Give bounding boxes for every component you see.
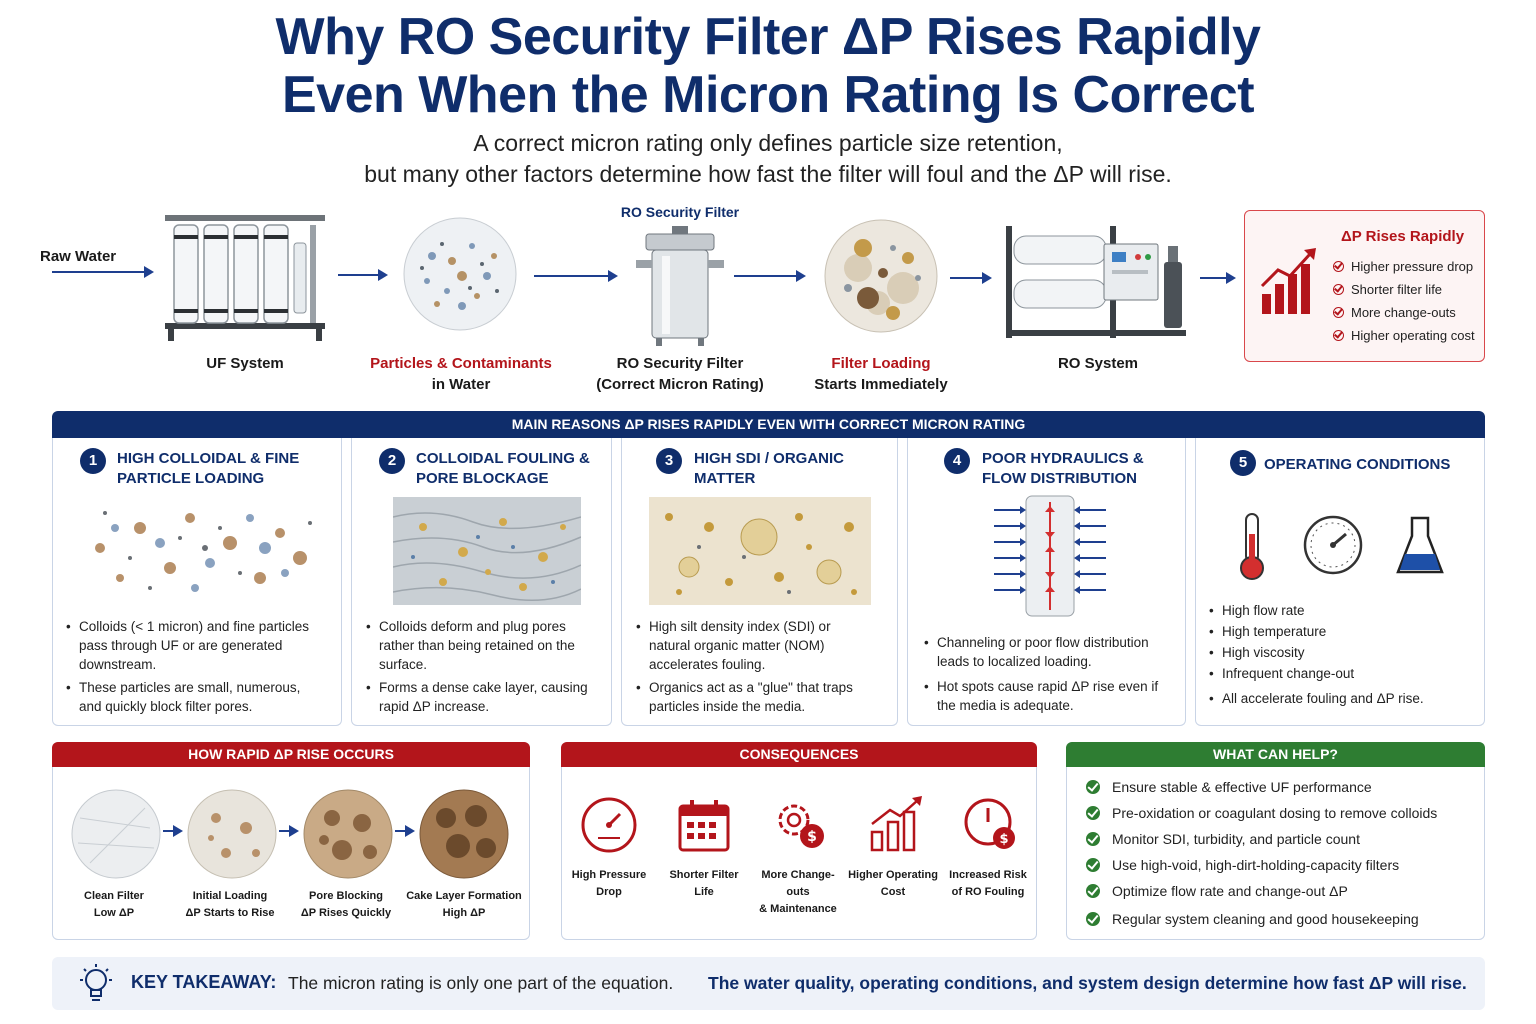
stage-arrow xyxy=(395,830,413,832)
reason-bullet: • High flow rate xyxy=(1209,601,1469,620)
subtitle xyxy=(0,128,1536,190)
flask-icon xyxy=(1394,514,1446,578)
reason-bullet: • Channeling or poor flow distribution leads to localized loading. xyxy=(924,633,1179,671)
title-line-1: Why RO Security Filter ΔP Rises Rapidly xyxy=(275,8,1261,66)
subtitle-line-1: A correct micron rating only defines particle size retention, xyxy=(473,130,1063,156)
how-header: HOW RAPID ΔP RISE OCCURS xyxy=(52,742,530,767)
help-item: Pre-oxidation or coagulant dosing to remove colloids xyxy=(1086,804,1437,821)
cake-layer-illustration xyxy=(418,788,510,880)
gauge-icon xyxy=(1302,514,1364,576)
reason-bullet: • Forms a dense cake layer, causing rapid ΔP increase. xyxy=(366,678,606,716)
raw-water-label: Raw Water xyxy=(40,248,117,265)
consequences-header: CONSEQUENCES xyxy=(561,742,1037,767)
reason-number: 4 xyxy=(944,448,970,474)
check-icon xyxy=(1333,330,1344,341)
flow-arrow xyxy=(734,275,804,277)
check-icon xyxy=(1086,832,1100,846)
fine-particles-illustration xyxy=(80,498,314,598)
title-line-2: Even When the Micron Rating Is Correct xyxy=(281,66,1255,124)
takeaway-emphasis: The water quality, operating conditions, and system design determine how fast ΔP will rise. xyxy=(708,973,1467,993)
stage-label: Pore Blocking ΔP Rises Quickly xyxy=(300,890,392,919)
help-item: Regular system cleaning and good housekeeping xyxy=(1086,910,1419,927)
reason-number: 1 xyxy=(80,448,106,474)
flow-arrow xyxy=(534,275,616,277)
reason-bullet: • High silt density index (SDI) or natural organic matter (NOM) accelerates fouling. xyxy=(636,617,891,674)
reason-bullet: • Colloids (< 1 micron) and fine particles pass through UF or are generated downstream. xyxy=(66,617,336,674)
filter-loading-illustration xyxy=(823,218,939,334)
help-header: WHAT CAN HELP? xyxy=(1066,742,1485,767)
check-icon xyxy=(1086,884,1100,898)
check-icon xyxy=(1086,780,1100,794)
pore-blockage-illustration xyxy=(393,497,581,605)
organic-matter-illustration xyxy=(649,497,871,605)
reason-bullet: • Infrequent change-out xyxy=(1209,664,1469,683)
reason-bullet: • Organics act as a "glue" that traps particles inside the media. xyxy=(636,678,891,716)
flow-distribution-illustration xyxy=(990,492,1110,622)
alert-item: More change-outs xyxy=(1333,305,1456,320)
svg-text:$: $ xyxy=(807,829,817,845)
alert-item: Higher pressure drop xyxy=(1333,259,1473,274)
consequence-label: Increased Risk of RO Fouling xyxy=(949,869,1027,898)
reason-bullet: • These particles are small, numerous, and quickly block filter pores. xyxy=(66,678,336,716)
flow-arrow xyxy=(950,277,990,279)
flow-arrow xyxy=(52,271,152,273)
particles-label-line-1: Particles & Contaminants xyxy=(370,355,552,372)
reason-title: POOR HYDRAULICS & FLOW DISTRIBUTION xyxy=(982,450,1144,487)
clean-filter-illustration xyxy=(70,788,162,880)
pore-blocking-illustration xyxy=(302,788,394,880)
takeaway-label: KEY TAKEAWAY: xyxy=(131,972,277,992)
help-item: Use high-void, high-dirt-holding-capacity filters xyxy=(1086,856,1399,873)
stage-label: Cake Layer Formation High ΔP xyxy=(406,890,522,919)
check-icon xyxy=(1333,307,1344,318)
alert-item: Shorter filter life xyxy=(1333,282,1442,297)
stage-label: Clean Filter Low ΔP xyxy=(84,890,144,919)
thermometer-icon xyxy=(1232,510,1272,582)
reason-number: 2 xyxy=(379,448,405,474)
gear-dollar-icon xyxy=(768,794,830,856)
stage-arrow xyxy=(279,830,297,832)
consequence-label: Shorter Filter Life xyxy=(669,869,739,898)
reason-bullet: • High temperature xyxy=(1209,622,1469,641)
lightbulb-icon xyxy=(76,962,116,1004)
ro-system-label: RO System xyxy=(1057,355,1139,372)
check-icon xyxy=(1333,284,1344,295)
reason-title: HIGH COLLOIDAL & FINE PARTICLE LOADING xyxy=(117,450,300,487)
reason-number: 5 xyxy=(1230,450,1256,476)
filter-loading-label-line-1: Filter Loading xyxy=(831,355,931,372)
page-title xyxy=(0,8,1536,124)
svg-text:$: $ xyxy=(999,832,1009,847)
security-filter-label-line-2: (Correct Micron Rating) xyxy=(596,376,764,393)
uf-system-label: UF System xyxy=(206,355,284,372)
flow-arrow xyxy=(338,274,386,276)
reason-number: 3 xyxy=(656,448,682,474)
consequence-label: Higher Operating Cost xyxy=(848,869,938,898)
initial-loading-illustration xyxy=(186,788,278,880)
bar-chart-icon xyxy=(866,794,928,856)
takeaway-text: The micron rating is only one part of the equation. xyxy=(288,973,674,993)
security-filter-label-line-1: RO Security Filter xyxy=(616,355,744,372)
calendar-icon xyxy=(674,796,734,856)
reason-bullet: • High viscosity xyxy=(1209,643,1469,662)
uf-system-illustration xyxy=(160,205,330,345)
security-filter-illustration xyxy=(632,224,728,348)
reason-title: COLLOIDAL FOULING & PORE BLOCKAGE xyxy=(416,450,590,487)
check-icon xyxy=(1333,261,1344,272)
alert-title: ΔP Rises Rapidly xyxy=(1341,228,1465,245)
check-icon xyxy=(1086,806,1100,820)
help-item: Monitor SDI, turbidity, and particle count xyxy=(1086,830,1360,847)
check-icon xyxy=(1086,858,1100,872)
reasons-header: MAIN REASONS ΔP RISES RAPIDLY EVEN WITH CORRECT MICRON RATING xyxy=(52,411,1485,438)
clock-dollar-icon xyxy=(960,794,1022,856)
stage-arrow xyxy=(163,830,181,832)
gauge-icon xyxy=(578,794,640,856)
security-filter-top-label: RO Security Filter xyxy=(620,204,740,220)
stage-label: Initial Loading ΔP Starts to Rise xyxy=(185,890,275,919)
help-item: Optimize flow rate and change-out ΔP xyxy=(1086,882,1348,899)
consequence-label: More Change-outs & Maintenance xyxy=(759,869,837,915)
reason-title: HIGH SDI / ORGANIC MATTER xyxy=(694,450,845,487)
subtitle-line-2: but many other factors determine how fast the filter will foul and the ΔP will rise. xyxy=(364,161,1172,187)
reason-bullet: • Colloids deform and plug pores rather than being retained on the surface. xyxy=(366,617,606,674)
ro-system-illustration xyxy=(1000,222,1196,346)
alert-item: Higher operating cost xyxy=(1333,328,1475,343)
particles-label-line-2: in Water xyxy=(431,376,491,393)
reason-bullet: • Hot spots cause rapid ΔP rise even if the media is adequate. xyxy=(924,677,1179,715)
reason-bullet: • All accelerate fouling and ΔP rise. xyxy=(1209,689,1469,708)
consequence-label: High Pressure Drop xyxy=(571,869,647,898)
reason-title: OPERATING CONDITIONS xyxy=(1264,456,1451,473)
check-icon xyxy=(1086,912,1100,926)
filter-loading-label-line-2: Starts Immediately xyxy=(814,376,948,393)
flow-arrow xyxy=(1200,277,1234,279)
particles-illustration xyxy=(402,216,518,332)
help-item: Ensure stable & effective UF performance xyxy=(1086,778,1372,795)
rising-chart-icon xyxy=(1258,246,1322,318)
